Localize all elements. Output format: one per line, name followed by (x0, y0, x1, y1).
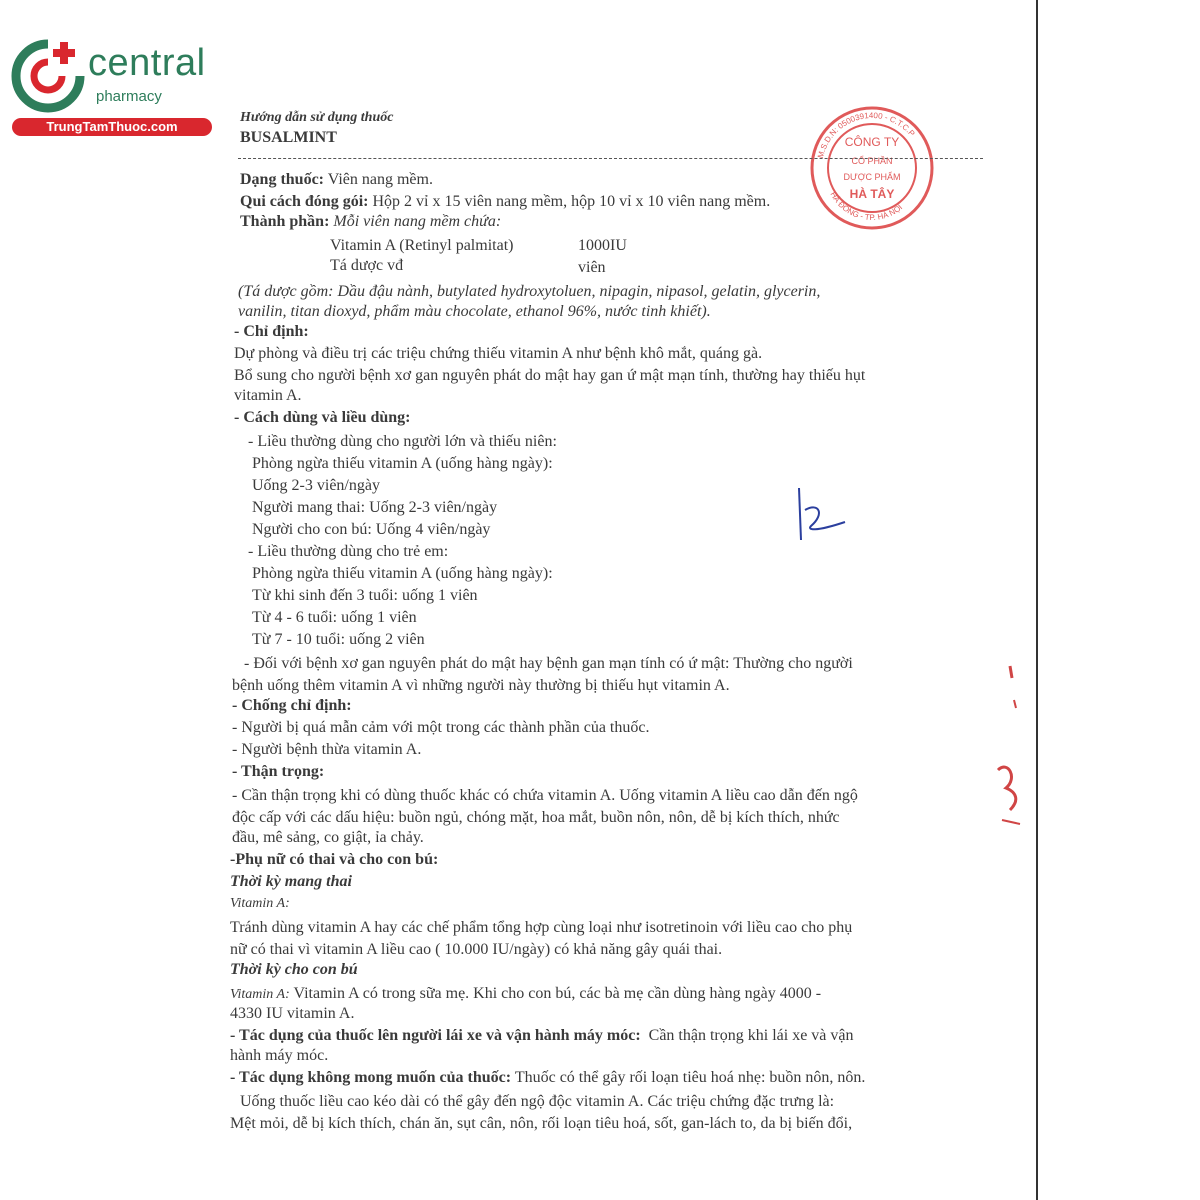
pregnancy-title: -Phụ nữ có thai và cho con bú: (230, 851, 439, 868)
edge-stamp-marks (990, 660, 1030, 830)
brand-site-badge: TrungTamThuoc.com (12, 118, 212, 136)
central-pharmacy-logo[interactable] (8, 36, 213, 136)
header-divider (238, 158, 983, 159)
usage-10: Từ 7 - 10 tuổi: uống 2 viên (252, 631, 425, 648)
svg-text:CÔNG TY: CÔNG TY (844, 135, 900, 149)
indication-1: Dự phòng và điều trị các triệu chứng thiếu vitamin A như bệnh khô mắt, quáng gà. (234, 345, 763, 362)
usage-5: Người cho con bú: Uống 4 viên/ngày (252, 521, 491, 538)
svg-text:CỔ PHẦN: CỔ PHẦN (851, 156, 893, 166)
pregnancy-vitamin-label: Vitamin A: (230, 896, 290, 911)
vitamin-a-dose: 1000IU (578, 237, 627, 254)
side-effects-line-2: Uống thuốc liều cao kéo dài có thể gây đến ngộ độc vitamin A. Các triệu chứng đặc trưng là: (240, 1093, 835, 1110)
pregnancy-2: nữ có thai vì vitamin A liều cao ( 10.000 IU/ngày) có khả năng gây quái thai. (230, 941, 723, 958)
usage-1: - Liều thường dùng cho người lớn và thiếu niên: (248, 433, 557, 450)
lactation-2: 4330 IU vitamin A. (230, 1005, 355, 1022)
excipient-list-1: (Tá dược gồm: Dầu đậu nành, butylated hydroxytoluen, nipagin, nipasol, gelatin, glycerin, (238, 283, 821, 300)
contra-1: - Người bị quá mẫn cảm với một trong các thành phần của thuốc. (232, 719, 650, 736)
side-effects-line-3: Mệt mỏi, dễ bị kích thích, chán ăn, sụt cân, nôn, rối loạn tiêu hoá, sốt, gan-lách to, da bị biến đổi, (230, 1115, 853, 1132)
company-stamp-seal (808, 104, 936, 232)
lactation-1: Vitamin A: Vitamin A có trong sữa mẹ. Khi cho con bú, các bà mẹ cần dùng hàng ngày 4000 - (230, 985, 822, 1002)
usage-6: - Liều thường dùng cho trẻ em: (248, 543, 449, 560)
usage-11: - Đối với bệnh xơ gan nguyên phát do mật hay bệnh gan mạn tính có ứ mật: Thường cho người (244, 655, 853, 672)
usage-4: Người mang thai: Uống 2-3 viên/ngày (252, 499, 498, 516)
brand-sub: pharmacy (96, 88, 162, 105)
indication-title: - Chỉ định: (234, 323, 309, 340)
usage-8: Từ khi sinh đến 3 tuổi: uống 1 viên (252, 587, 478, 604)
caution-2: độc cấp với các dấu hiệu: buồn ngủ, chóng mặt, hoa mắt, buồn nôn, nôn, dễ bị kích thích, nhức (232, 809, 840, 826)
contra-title: - Chống chỉ định: (232, 697, 352, 714)
usage-7: Phòng ngừa thiếu vitamin A (uống hàng ngày): (252, 565, 553, 582)
contra-2: - Người bệnh thừa vitamin A. (232, 741, 422, 758)
svg-text:HÀ ĐÔNG - TP. HÀ NỘI: HÀ ĐÔNG - TP. HÀ NỘI (828, 190, 905, 223)
doc-header: Hướng dẫn sử dụng thuốc (240, 110, 394, 125)
pharmacy-cross-icon (8, 36, 88, 116)
vitamin-a-ingredient: Vitamin A (Retinyl palmitat) (330, 237, 514, 254)
usage-title: - Cách dùng và liều dùng: (234, 409, 411, 426)
page-edge-line (1036, 0, 1038, 1200)
usage-3: Uống 2-3 viên/ngày (252, 477, 380, 494)
pregnancy-subtitle: Thời kỳ mang thai (230, 873, 352, 890)
excipient-label: Tá dược vđ (330, 257, 404, 274)
usage-12: bệnh uống thêm vitamin A vì những người này thường bị thiếu hụt vitamin A. (232, 677, 730, 694)
excipient-unit: viên (578, 259, 606, 276)
packing-line: Qui cách đóng gói: Hộp 2 vỉ x 15 viên nang mềm, hộp 10 vỉ x 10 viên nang mềm. (240, 193, 771, 210)
svg-text:M.S.D.N: 0500391400 - C.T.C.P: M.S.D.N: 0500391400 - C.T.C.P (815, 110, 917, 160)
caution-3: đầu, mê sảng, co giật, ỉa chảy. (232, 829, 424, 846)
brand-name: central (88, 42, 206, 84)
caution-1: - Cần thận trọng khi có dùng thuốc khác có chứa vitamin A. Uống vitamin A liều cao dẫn đến ngộ (232, 787, 858, 804)
usage-2: Phòng ngừa thiếu vitamin A (uống hàng ngày): (252, 455, 553, 472)
side-effects-line-1: - Tác dụng không mong muốn của thuốc: Thuốc có thể gây rối loạn tiêu hoá nhẹ: buồn nôn, nôn. (230, 1069, 866, 1086)
dosage-form-line: Dạng thuốc: Viên nang mềm. (240, 171, 433, 188)
excipient-list-2: vanilin, titan dioxyd, phẩm màu chocolate, ethanol 96%, nước tinh khiết). (238, 303, 711, 320)
svg-text:DƯỢC PHẨM: DƯỢC PHẨM (843, 172, 901, 182)
signature-mark (785, 480, 855, 550)
indication-2: Bổ sung cho người bệnh xơ gan nguyên phát do mật hay gan ứ mật mạn tính, thường hay thiếu hụt (234, 367, 866, 384)
lactation-subtitle: Thời kỳ cho con bú (230, 961, 358, 978)
driving-line-2: hành máy móc. (230, 1047, 329, 1064)
indication-3: vitamin A. (234, 387, 302, 404)
pregnancy-1: Tránh dùng vitamin A hay các chế phẩm tổng hợp cùng loại như isotretinoin với liều cao cho phụ (230, 919, 853, 936)
svg-text:HÀ TÂY: HÀ TÂY (849, 187, 895, 201)
usage-9: Từ 4 - 6 tuổi: uống 1 viên (252, 609, 417, 626)
driving-line-1: - Tác dụng của thuốc lên người lái xe và vận hành máy móc: Cần thận trọng khi lái xe và vận (230, 1027, 854, 1044)
caution-title: - Thận trọng: (232, 763, 325, 780)
composition-line: Thành phần: Mỗi viên nang mềm chứa: (240, 213, 502, 230)
product-name: BUSALMINT (240, 129, 337, 146)
